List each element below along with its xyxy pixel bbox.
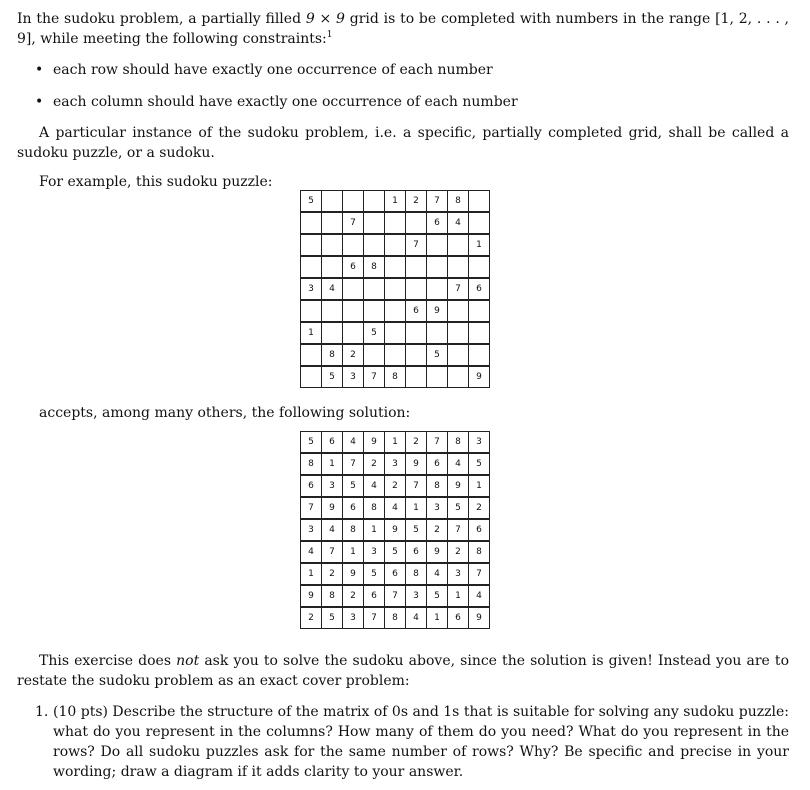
puzzle-cell xyxy=(322,212,343,234)
puzzle-cell xyxy=(322,191,343,213)
solution-cell: 6 xyxy=(364,585,385,607)
solution-cell: 4 xyxy=(427,563,448,585)
solution-cell: 4 xyxy=(406,607,427,629)
solution-cell: 8 xyxy=(385,607,406,629)
bullet-icon: • xyxy=(35,62,44,78)
puzzle-cell: 8 xyxy=(364,256,385,278)
puzzle-row xyxy=(301,191,490,213)
solution-cell: 7 xyxy=(364,607,385,629)
solution-cell: 7 xyxy=(448,519,469,541)
solution-cell: 6 xyxy=(469,519,490,541)
question-number: 1. xyxy=(35,704,49,720)
solution-cell: 4 xyxy=(469,585,490,607)
puzzle-cell: 4 xyxy=(448,212,469,234)
solution-cell: 1 xyxy=(406,497,427,519)
puzzle-row xyxy=(301,366,490,388)
puzzle-cell xyxy=(322,256,343,278)
puzzle-definition-paragraph: A particular instance of the sudoku problem, i.e. a specific, partially completed grid, shall be called a sudoku puzzle, or a sudoku. xyxy=(17,125,789,161)
puzzle-cell: 2 xyxy=(406,191,427,213)
solution-cell: 2 xyxy=(301,607,322,629)
solution-row xyxy=(301,541,490,563)
solution-cell: 1 xyxy=(427,607,448,629)
puzzle-cell xyxy=(364,344,385,366)
puzzle-cell xyxy=(448,344,469,366)
solution-cell: 6 xyxy=(385,563,406,585)
puzzle-cell: 2 xyxy=(343,344,364,366)
solution-cell: 9 xyxy=(469,607,490,629)
puzzle-cell xyxy=(343,234,364,256)
puzzle-cell xyxy=(448,234,469,256)
solution-cell: 3 xyxy=(343,607,364,629)
puzzle-cell xyxy=(364,191,385,213)
constraint-bullet-row xyxy=(35,60,493,80)
puzzle-cell: 8 xyxy=(385,366,406,388)
solution-cell: 5 xyxy=(322,607,343,629)
solution-cell: 1 xyxy=(385,432,406,454)
puzzle-cell: 9 xyxy=(427,300,448,322)
sudoku-puzzle-grid xyxy=(300,190,490,388)
solution-cell: 9 xyxy=(343,563,364,585)
puzzle-cell: 6 xyxy=(406,300,427,322)
solution-cell: 5 xyxy=(385,541,406,563)
puzzle-cell xyxy=(448,300,469,322)
puzzle-cell xyxy=(385,256,406,278)
solution-cell: 6 xyxy=(448,607,469,629)
puzzle-cell xyxy=(427,322,448,344)
puzzle-cell: 5 xyxy=(427,344,448,366)
solution-cell: 3 xyxy=(364,541,385,563)
puzzle-cell xyxy=(322,234,343,256)
solution-cell: 2 xyxy=(364,453,385,475)
puzzle-cell xyxy=(427,366,448,388)
solution-cell: 5 xyxy=(406,519,427,541)
solution-cell: 9 xyxy=(385,519,406,541)
solution-cell: 2 xyxy=(448,541,469,563)
solution-cell: 5 xyxy=(427,585,448,607)
sudoku-solution-grid xyxy=(300,431,490,629)
puzzle-cell xyxy=(343,300,364,322)
solution-row xyxy=(301,497,490,519)
solution-cell: 1 xyxy=(343,541,364,563)
solution-cell: 1 xyxy=(469,475,490,497)
puzzle-cell xyxy=(406,366,427,388)
puzzle-cell xyxy=(343,191,364,213)
solution-table xyxy=(300,431,490,629)
solution-cell: 7 xyxy=(406,475,427,497)
solution-row xyxy=(301,432,490,454)
puzzle-cell: 3 xyxy=(343,366,364,388)
solution-cell: 9 xyxy=(301,585,322,607)
puzzle-cell: 6 xyxy=(343,256,364,278)
accepts-text: accepts, among many others, the following solution: xyxy=(39,405,411,421)
puzzle-row xyxy=(301,300,490,322)
solution-cell: 1 xyxy=(301,563,322,585)
grid-dims-math: 9 × 9 xyxy=(305,11,345,27)
solution-cell: 2 xyxy=(406,432,427,454)
puzzle-table xyxy=(300,190,490,388)
solution-row xyxy=(301,519,490,541)
puzzle-cell xyxy=(469,212,490,234)
puzzle-cell xyxy=(427,234,448,256)
example-intro: For example, this sudoku puzzle: xyxy=(39,174,273,190)
solution-cell: 6 xyxy=(427,453,448,475)
puzzle-row xyxy=(301,256,490,278)
solution-cell: 4 xyxy=(343,432,364,454)
solution-cell: 7 xyxy=(322,541,343,563)
puzzle-cell xyxy=(469,191,490,213)
puzzle-cell xyxy=(406,278,427,300)
solution-cell: 7 xyxy=(343,453,364,475)
emphasis-not: not xyxy=(176,653,200,669)
solution-cell: 6 xyxy=(322,432,343,454)
solution-row xyxy=(301,563,490,585)
puzzle-cell: 6 xyxy=(427,212,448,234)
puzzle-cell xyxy=(385,278,406,300)
puzzle-cell: 8 xyxy=(322,344,343,366)
solution-row xyxy=(301,607,490,629)
solution-cell: 1 xyxy=(448,585,469,607)
puzzle-cell: 4 xyxy=(322,278,343,300)
solution-cell: 4 xyxy=(301,541,322,563)
solution-cell: 8 xyxy=(364,497,385,519)
puzzle-cell xyxy=(469,322,490,344)
intro-text-3: , while meeting the following constraints: xyxy=(31,31,327,47)
solution-cell: 2 xyxy=(343,585,364,607)
puzzle-cell xyxy=(385,344,406,366)
puzzle-row xyxy=(301,278,490,300)
solution-cell: 7 xyxy=(427,432,448,454)
puzzle-cell: 7 xyxy=(364,366,385,388)
puzzle-cell: 9 xyxy=(469,366,490,388)
solution-cell: 5 xyxy=(469,453,490,475)
solution-cell: 3 xyxy=(322,475,343,497)
puzzle-cell xyxy=(301,344,322,366)
puzzle-cell: 7 xyxy=(427,191,448,213)
puzzle-cell: 5 xyxy=(322,366,343,388)
solution-cell: 1 xyxy=(322,453,343,475)
solution-cell: 8 xyxy=(301,453,322,475)
solution-cell: 8 xyxy=(427,475,448,497)
puzzle-cell: 7 xyxy=(448,278,469,300)
puzzle-cell xyxy=(469,256,490,278)
solution-cell: 3 xyxy=(469,432,490,454)
exercise-text-1: This exercise does xyxy=(39,653,177,669)
puzzle-row xyxy=(301,322,490,344)
solution-row xyxy=(301,585,490,607)
puzzle-cell: 5 xyxy=(301,191,322,213)
solution-cell: 7 xyxy=(385,585,406,607)
puzzle-cell xyxy=(385,234,406,256)
puzzle-cell xyxy=(364,300,385,322)
solution-cell: 9 xyxy=(448,475,469,497)
solution-cell: 6 xyxy=(301,475,322,497)
puzzle-cell: 7 xyxy=(343,212,364,234)
exercise-text-2: ask you to solve the sudoku above, since the solution is given! Instead you are to restate the sudoku problem as an exact cover problem: xyxy=(17,653,789,689)
solution-cell: 7 xyxy=(469,563,490,585)
puzzle-cell xyxy=(301,256,322,278)
puzzle-cell xyxy=(385,322,406,344)
solution-cell: 3 xyxy=(406,585,427,607)
solution-cell: 4 xyxy=(385,497,406,519)
puzzle-cell xyxy=(406,212,427,234)
puzzle-cell xyxy=(469,300,490,322)
solution-cell: 2 xyxy=(427,519,448,541)
solution-cell: 9 xyxy=(427,541,448,563)
puzzle-cell xyxy=(448,256,469,278)
solution-cell: 6 xyxy=(406,541,427,563)
solution-cell: 8 xyxy=(469,541,490,563)
constraint-bullet-column xyxy=(35,92,518,112)
solution-cell: 9 xyxy=(364,432,385,454)
exercise-paragraph xyxy=(17,651,789,691)
puzzle-cell: 7 xyxy=(406,234,427,256)
solution-cell: 4 xyxy=(448,453,469,475)
puzzle-cell xyxy=(301,234,322,256)
question-1 xyxy=(35,702,789,782)
solution-row xyxy=(301,475,490,497)
puzzle-cell: 3 xyxy=(301,278,322,300)
puzzle-cell xyxy=(406,322,427,344)
puzzle-cell xyxy=(448,322,469,344)
intro-text-2: grid is to be completed with numbers in the range xyxy=(344,11,716,27)
bullet-text: each column should have exactly one occurrence of each number xyxy=(53,94,518,110)
solution-cell: 9 xyxy=(322,497,343,519)
solution-cell: 5 xyxy=(364,563,385,585)
intro-text-1: In the sudoku problem, a partially filled xyxy=(17,11,306,27)
puzzle-cell xyxy=(322,300,343,322)
solution-cell: 1 xyxy=(364,519,385,541)
solution-cell: 3 xyxy=(427,497,448,519)
solution-cell: 2 xyxy=(385,475,406,497)
puzzle-cell xyxy=(301,366,322,388)
solution-cell: 4 xyxy=(322,519,343,541)
puzzle-cell xyxy=(364,278,385,300)
puzzle-cell xyxy=(364,212,385,234)
solution-cell: 2 xyxy=(322,563,343,585)
solution-cell: 3 xyxy=(448,563,469,585)
puzzle-cell xyxy=(301,212,322,234)
puzzle-cell xyxy=(385,212,406,234)
solution-cell: 8 xyxy=(406,563,427,585)
puzzle-cell xyxy=(364,234,385,256)
puzzle-row xyxy=(301,234,490,256)
solution-cell: 8 xyxy=(343,519,364,541)
solution-cell: 5 xyxy=(448,497,469,519)
bullet-icon: • xyxy=(35,94,44,110)
solution-cell: 2 xyxy=(469,497,490,519)
footnote-marker[interactable]: 1 xyxy=(326,30,333,40)
puzzle-row xyxy=(301,344,490,366)
solution-cell: 3 xyxy=(301,519,322,541)
puzzle-cell xyxy=(427,256,448,278)
intro-paragraph xyxy=(17,9,789,49)
solution-cell: 5 xyxy=(343,475,364,497)
solution-cell: 6 xyxy=(343,497,364,519)
puzzle-cell: 8 xyxy=(448,191,469,213)
puzzle-row xyxy=(301,212,490,234)
puzzle-cell xyxy=(427,278,448,300)
solution-cell: 8 xyxy=(322,585,343,607)
question-text: (10 pts) Describe the structure of the matrix of 0s and 1s that is suitable for solving any sudoku puzzle: what do you represent in the columns? How many of them do you need? What do you represent in the rows? Do all sudoku puzzles ask for the same number of rows? Why? Be specific and precise in your wording; draw a diagram if it adds clarity to your answer. xyxy=(53,704,789,780)
puzzle-cell: 1 xyxy=(301,322,322,344)
solution-cell: 3 xyxy=(385,453,406,475)
puzzle-cell: 6 xyxy=(469,278,490,300)
puzzle-cell xyxy=(301,300,322,322)
puzzle-cell xyxy=(406,344,427,366)
solution-cell: 8 xyxy=(448,432,469,454)
solution-cell: 5 xyxy=(301,432,322,454)
bullet-text: each row should have exactly one occurrence of each number xyxy=(53,62,493,78)
solution-cell: 9 xyxy=(406,453,427,475)
puzzle-cell xyxy=(448,366,469,388)
puzzle-cell xyxy=(343,322,364,344)
range-math: [1, 2, . . . , 9] xyxy=(17,11,790,47)
puzzle-cell xyxy=(322,322,343,344)
puzzle-cell: 1 xyxy=(469,234,490,256)
puzzle-cell xyxy=(406,256,427,278)
solution-cell: 4 xyxy=(364,475,385,497)
puzzle-cell xyxy=(469,344,490,366)
puzzle-cell: 5 xyxy=(364,322,385,344)
puzzle-cell: 1 xyxy=(385,191,406,213)
puzzle-cell xyxy=(385,300,406,322)
puzzle-cell xyxy=(343,278,364,300)
solution-row xyxy=(301,453,490,475)
solution-cell: 7 xyxy=(301,497,322,519)
